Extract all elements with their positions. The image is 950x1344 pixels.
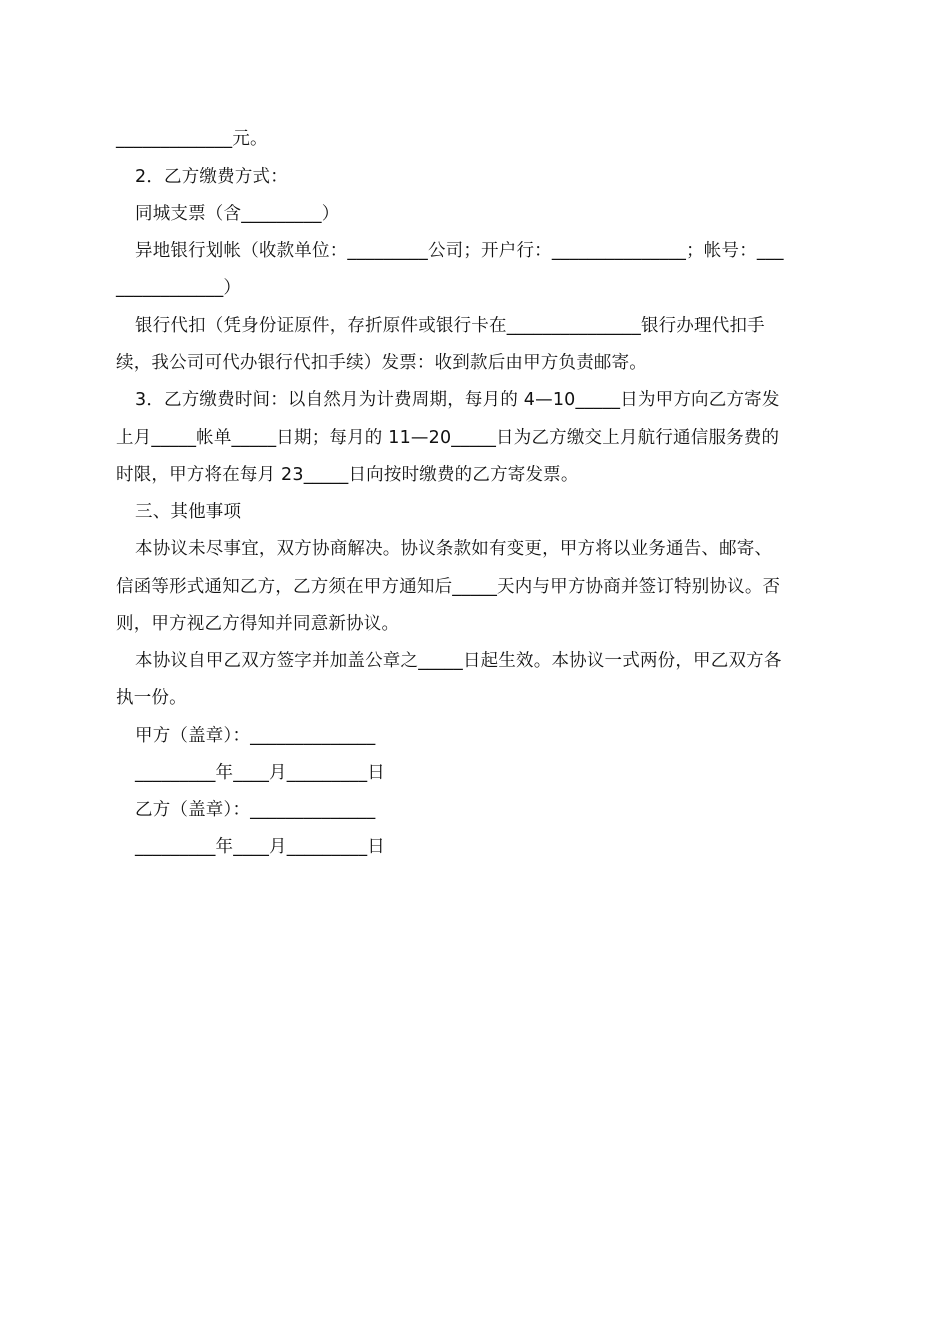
text-line: 同城支票（含_________） bbox=[135, 204, 340, 224]
text-line: 银行代扣（凭身份证原件，存折原件或银行卡在_______________银行办理代扣手 bbox=[135, 316, 765, 336]
text-line: 则，甲方视乙方得知并同意新协议。 bbox=[116, 614, 400, 634]
text-line: ____________） bbox=[116, 278, 242, 298]
text-line: 信函等形式通知乙方，乙方须在甲方通知后_____天内与甲方协商并签订特别协议。否 bbox=[116, 577, 781, 597]
text-line: 执一份。 bbox=[116, 688, 187, 708]
party-a-signature-line: 甲方（盖章）：______________ bbox=[135, 726, 376, 746]
text-line: 上月_____帐单_____日期；每月的 11—20_____日为乙方缴交上月航行通信服务费的 bbox=[116, 428, 780, 448]
section-heading: 3．乙方缴费时间：以自然月为计费周期，每月的 4—10_____日为甲方向乙方寄发 bbox=[135, 390, 780, 410]
party-b-date-line: _________年____月_________日 bbox=[135, 837, 385, 857]
section-heading: 2．乙方缴费方式： bbox=[135, 167, 288, 187]
section-heading: 三、其他事项 bbox=[135, 502, 242, 522]
text-line: 时限，甲方将在每月 23_____日向按时缴费的乙方寄发票。 bbox=[116, 465, 579, 485]
party-b-signature-line: 乙方（盖章）：______________ bbox=[135, 800, 376, 820]
text-line: _____________元。 bbox=[116, 129, 268, 149]
party-a-date-line: _________年____月_________日 bbox=[135, 763, 385, 783]
text-line: 异地银行划帐（收款单位：_________公司；开户行：_______________；帐号：___ bbox=[135, 241, 784, 261]
text-line: 续，我公司可代办银行代扣手续）发票：收到款后由甲方负责邮寄。 bbox=[116, 353, 647, 373]
text-line: 本协议未尽事宜，双方协商解决。协议条款如有变更，甲方将以业务通告、邮寄、 bbox=[135, 539, 773, 559]
text-line: 本协议自甲乙双方签字并加盖公章之_____日起生效。本协议一式两份，甲乙双方各 bbox=[135, 651, 782, 671]
